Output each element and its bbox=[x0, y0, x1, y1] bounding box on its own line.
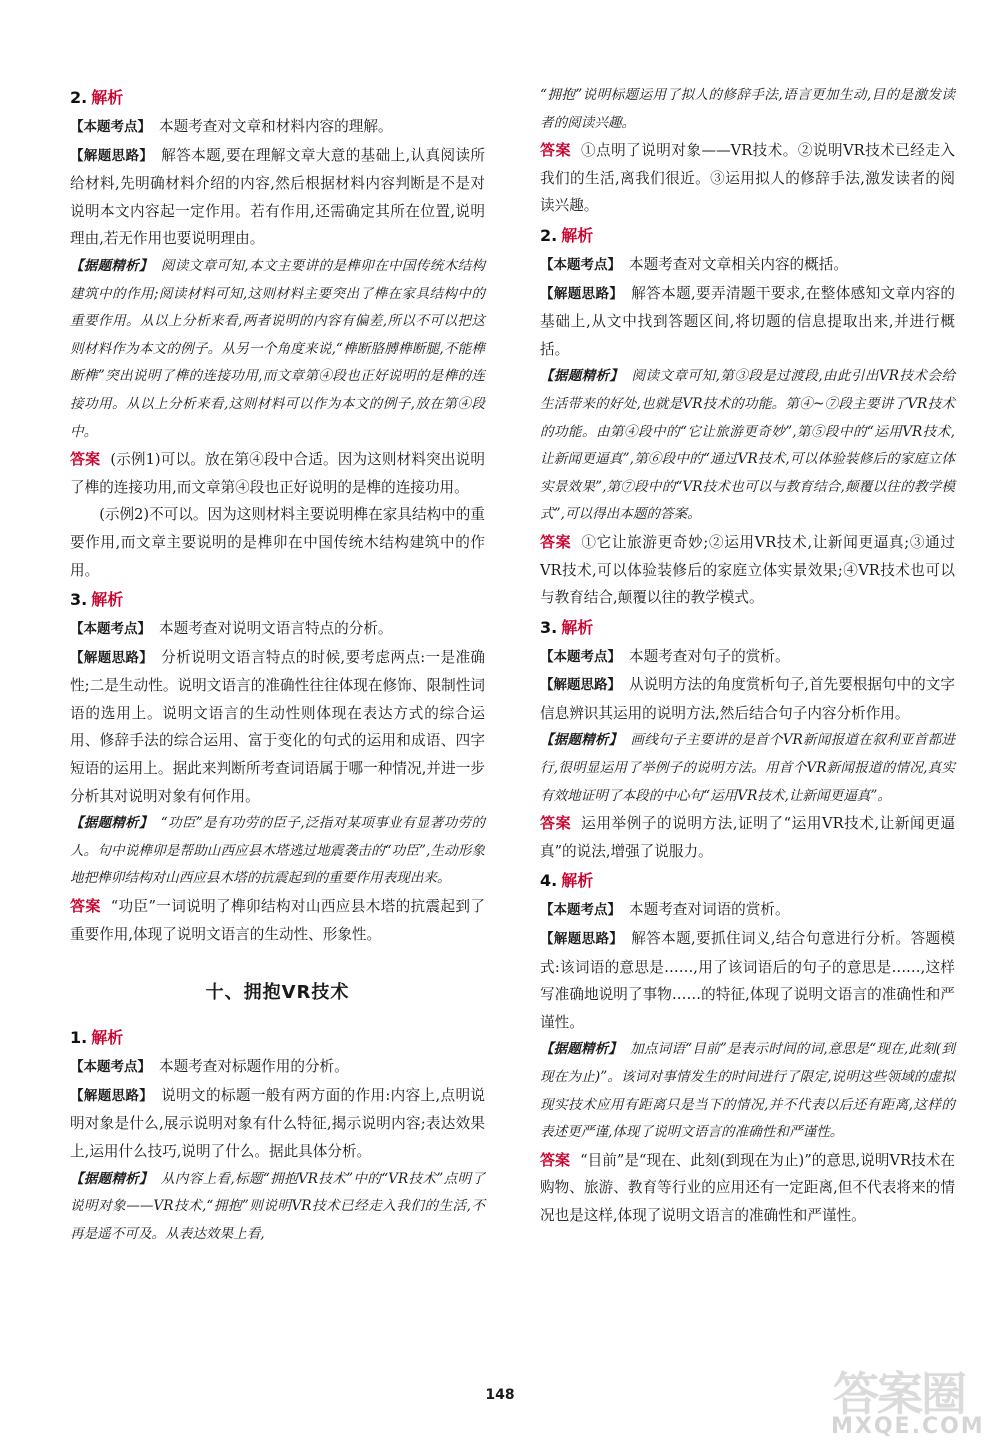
jingxi-paragraph bbox=[70, 1166, 485, 1249]
answer-text: (示例1)可以。放在第④段中合适。因为这则材料突出说明了榫的连接功用,而文章第④段也正好说明的是榫的连接功用。 bbox=[70, 451, 485, 496]
answer-paragraph bbox=[70, 893, 485, 948]
question-heading bbox=[70, 588, 485, 612]
question-heading bbox=[540, 869, 955, 893]
kaodian-tag: 【本题考点】 bbox=[540, 648, 621, 665]
jingxi-text: 画线句子主要讲的是首个VR新闻报道在叙利亚首都进行,很明显运用了举例子的说明方法。用首个VR新闻报道的情况,真实有效地证明了本段的中心句“运用VR技术,让新闻更逼真”。 bbox=[540, 732, 955, 804]
silu-tag: 【解题思路】 bbox=[540, 677, 622, 694]
silu-tag: 【解题思路】 bbox=[540, 285, 624, 302]
question-heading bbox=[70, 86, 485, 110]
silu-text: 解答本题,要弄清题干要求,在整体感知文章内容的基础上,从文中找到答题区间,将切题的信息提取出来,并进行概括。 bbox=[540, 284, 956, 358]
jingxi-paragraph bbox=[70, 253, 485, 446]
answer-text: ①它让旅游更奇妙;②运用VR技术,让新闻更逼真;③通过VR技术,可以体验装修后的家庭立体实景效果;④VR技术也可以与教育结合,颠覆以往的教学模式。 bbox=[540, 533, 955, 607]
jingxi-text: 阅读文章可知,本文主要讲的是榫卯在中国传统木结构建筑中的作用;阅读材料可知,这则材料主要突出了榫在家具结构中的重要作用。从以上分析来看,两者说明的内容有偏差,所以不可以把这则材料作为本文的例子。从另一个角度来说,“榫断胳膊榫断腿,不能榫断榫”突出说明了榫的连接功用,而文章第④段也正好说明的是榫的连接功用。从以上分析来看,这则材料可以作为本文的例子,放在第④段中。 bbox=[70, 257, 486, 440]
right-column bbox=[540, 82, 955, 1230]
question-number: 3. bbox=[540, 617, 558, 637]
analysis-label: 解析 bbox=[91, 88, 124, 107]
kaodian-paragraph bbox=[70, 1053, 485, 1082]
question-heading bbox=[540, 224, 955, 248]
kaodian-paragraph bbox=[540, 643, 955, 672]
kaodian-tag: 【本题考点】 bbox=[70, 1059, 151, 1076]
kaodian-text: 本题考查对说明文语言特点的分析。 bbox=[159, 620, 393, 638]
left-column bbox=[70, 82, 485, 1248]
silu-paragraph bbox=[70, 1082, 485, 1166]
jingxi-text: 加点词语“目前”是表示时间的词,意思是“现在,此刻(到现在为止)”。该词对事情发生的时间进行了限定,说明这些领域的虚拟现实技术应用有距离只是当下的情况,并不代表以后还有距离,这样的表述更严谨,体现了说明文语言的准确性和严谨性。 bbox=[540, 1041, 955, 1141]
answer-text: ①点明了说明对象——VR技术。②说明VR技术已经走入我们的生活,离我们很近。③运用拟人的修辞手法,激发读者的阅读兴趣。 bbox=[540, 142, 955, 215]
jingxi-paragraph bbox=[540, 727, 955, 810]
kaodian-paragraph bbox=[540, 896, 955, 925]
answer-tag: 答案 bbox=[540, 1150, 571, 1169]
answer-tag: 答案 bbox=[540, 814, 572, 833]
jingxi-text: 阅读文章可知,第③段是过渡段,由此引出VR技术会给生活带来的好处,也就是VR技术的功能。第④~⑦段主要讲了VR技术的功能。由第④段中的“它让旅游更奇妙”,第⑤段中的“运用VR技术,让新闻更逼真”,第⑥段中的“通过VR技术,可以体验装修后的家庭立体实景效果”,第⑦段中的“VR技术也可以与教育结合,颠覆以往的教学模式”,可以得出本题的答案。 bbox=[540, 368, 955, 523]
silu-text: 从说明方法的角度赏析句子,首先要根据句中的文字信息辨识其运用的说明方法,然后结合句子内容分析作用。 bbox=[540, 676, 955, 722]
silu-paragraph bbox=[70, 142, 485, 253]
question-number: 2. bbox=[70, 88, 88, 107]
jingxi-tag: 【据题精析】 bbox=[540, 368, 624, 385]
question-heading bbox=[540, 616, 955, 640]
jingxi-tag: 【据题精析】 bbox=[540, 732, 623, 749]
jingxi-paragraph bbox=[70, 810, 485, 893]
kaodian-text: 本题考查对句子的赏析。 bbox=[629, 647, 790, 665]
question-number: 3. bbox=[70, 590, 88, 610]
kaodian-tag: 【本题考点】 bbox=[540, 902, 621, 919]
section-title: 十、拥抱VR技术 bbox=[205, 982, 350, 1004]
jingxi-paragraph bbox=[540, 1036, 955, 1146]
jingxi-continuation: “拥抱”说明标题运用了拟人的修辞手法,语言更加生动,目的是激发读者的阅读兴趣。 bbox=[540, 87, 955, 131]
silu-paragraph bbox=[70, 644, 485, 811]
answer-paragraph bbox=[540, 137, 955, 220]
jingxi-paragraph bbox=[540, 363, 955, 529]
silu-tag: 【解题思路】 bbox=[540, 931, 624, 948]
question-number: 4. bbox=[540, 871, 558, 891]
answer-text: 运用举例子的说明方法,证明了“运用VR技术,让新闻更逼真”的说法,增强了说服力。 bbox=[540, 815, 955, 860]
jingxi-tag: 【据题精析】 bbox=[540, 1041, 623, 1058]
analysis-label: 解析 bbox=[91, 590, 124, 610]
page-number: 148 bbox=[485, 1387, 515, 1403]
analysis-label: 解析 bbox=[91, 1028, 124, 1048]
answer-text: “目前”是“现在、此刻(到现在为止)”的意思,说明VR技术在购物、旅游、教育等行业的应用还有一定距离,但不代表将来的情况也是这样,体现了说明文语言的准确性和严谨性。 bbox=[540, 1151, 955, 1224]
kaodian-paragraph bbox=[70, 113, 485, 142]
analysis-label: 解析 bbox=[561, 871, 594, 891]
silu-paragraph bbox=[540, 671, 955, 727]
silu-text: 分析说明文语言特点的时候,要考虑两点:一是准确性;二是生动性。说明文语言的准确性往往体现在修饰、限制性词语的选用上。说明文语言的生动性则体现在表达方式的综合运用、修辞手法的综合运用、富于变化的句式的运用和成语、四字短语的运用上。据此来判断所考查词语属于哪一种情况,并进一步分析其对说明对象有何作用。 bbox=[70, 648, 485, 805]
kaodian-tag: 【本题考点】 bbox=[70, 621, 151, 638]
kaodian-text: 本题考查对标题作用的分析。 bbox=[159, 1058, 349, 1076]
silu-tag: 【解题思路】 bbox=[70, 147, 154, 164]
silu-paragraph bbox=[540, 925, 955, 1036]
question-heading bbox=[70, 1026, 485, 1050]
answer-paragraph bbox=[70, 446, 485, 501]
watermark-logo: 答案圈 bbox=[833, 1367, 965, 1421]
kaodian-text: 本题考查对文章相关内容的概括。 bbox=[629, 255, 848, 273]
kaodian-text: 本题考查对文章和材料内容的理解。 bbox=[159, 118, 393, 135]
watermark bbox=[813, 1354, 988, 1446]
answer-tag: 答案 bbox=[540, 532, 572, 551]
silu-text: 解答本题,要抓住词义,结合句意进行分析。答题模式:该词语的意思是……,用了该词语后的句子的意思是……,这样写准确地说明了事物……的特征,体现了说明文语言的准确性和严谨性。 bbox=[540, 930, 956, 1031]
question-number: 2. bbox=[540, 225, 558, 245]
jingxi-tag: 【据题精析】 bbox=[70, 257, 153, 274]
kaodian-paragraph bbox=[70, 615, 485, 644]
jingxi-tag: 【据题精析】 bbox=[70, 1170, 153, 1187]
answer-tag: 答案 bbox=[70, 450, 101, 469]
analysis-label: 解析 bbox=[561, 617, 594, 637]
answer-paragraph bbox=[540, 810, 955, 865]
watermark-url: MXQE.COM bbox=[831, 1414, 985, 1439]
answer-tag: 答案 bbox=[540, 141, 571, 160]
answer-tag: 答案 bbox=[70, 897, 101, 916]
analysis-label: 解析 bbox=[561, 225, 594, 245]
jingxi-text: “功臣”是有功劳的臣子,泛指对某项事业有显著功劳的人。句中说榫卯是帮助山西应县木塔逃过地震袭击的“功臣”,生动形象地把榫卯结构对山西应县木塔的抗震起到的重要作用表现出来。 bbox=[70, 815, 486, 887]
kaodian-tag: 【本题考点】 bbox=[70, 119, 151, 135]
kaodian-paragraph bbox=[540, 251, 955, 280]
jingxi-text: 从内容上看,标题“拥抱VR技术”中的“VR技术”点明了说明对象——VR技术,“拥抱”则说明VR技术已经走入我们的生活,不再是遥不可及。从表达效果上看, bbox=[70, 1170, 485, 1242]
answer-text: “功臣”一词说明了榫卯结构对山西应县木塔的抗震起到了重要作用,体现了说明文语言的生动性、形象性。 bbox=[70, 898, 485, 943]
kaodian-tag: 【本题考点】 bbox=[540, 256, 621, 273]
silu-text: 说明文的标题一般有两方面的作用:内容上,点明说明对象是什么,展示说明对象有什么特征,揭示说明内容;表达效果上,运用什么技巧,说明了什么。据此具体分析。 bbox=[70, 1086, 485, 1160]
answer-paragraph-2: (示例2)不可以。因为这则材料主要说明榫在家具结构中的重要作用,而文章主要说明的是榫卯在中国传统木结构建筑中的作用。 bbox=[70, 506, 485, 579]
silu-text: 解答本题,要在理解文章大意的基础上,认真阅读所给材料,先明确材料介绍的内容,然后根据材料内容判断是不是对说明本文内容起一定作用。若有作用,还需确定其所在位置,说明理由,若无作用也要说明理由。 bbox=[70, 146, 486, 248]
silu-tag: 【解题思路】 bbox=[70, 1087, 154, 1104]
question-number: 1. bbox=[70, 1028, 88, 1048]
answer-paragraph bbox=[540, 529, 955, 612]
silu-paragraph bbox=[540, 280, 955, 364]
silu-tag: 【解题思路】 bbox=[70, 649, 154, 666]
kaodian-text: 本题考查对词语的赏析。 bbox=[629, 901, 790, 919]
answer-paragraph bbox=[540, 1147, 955, 1230]
jingxi-tag: 【据题精析】 bbox=[70, 815, 153, 832]
